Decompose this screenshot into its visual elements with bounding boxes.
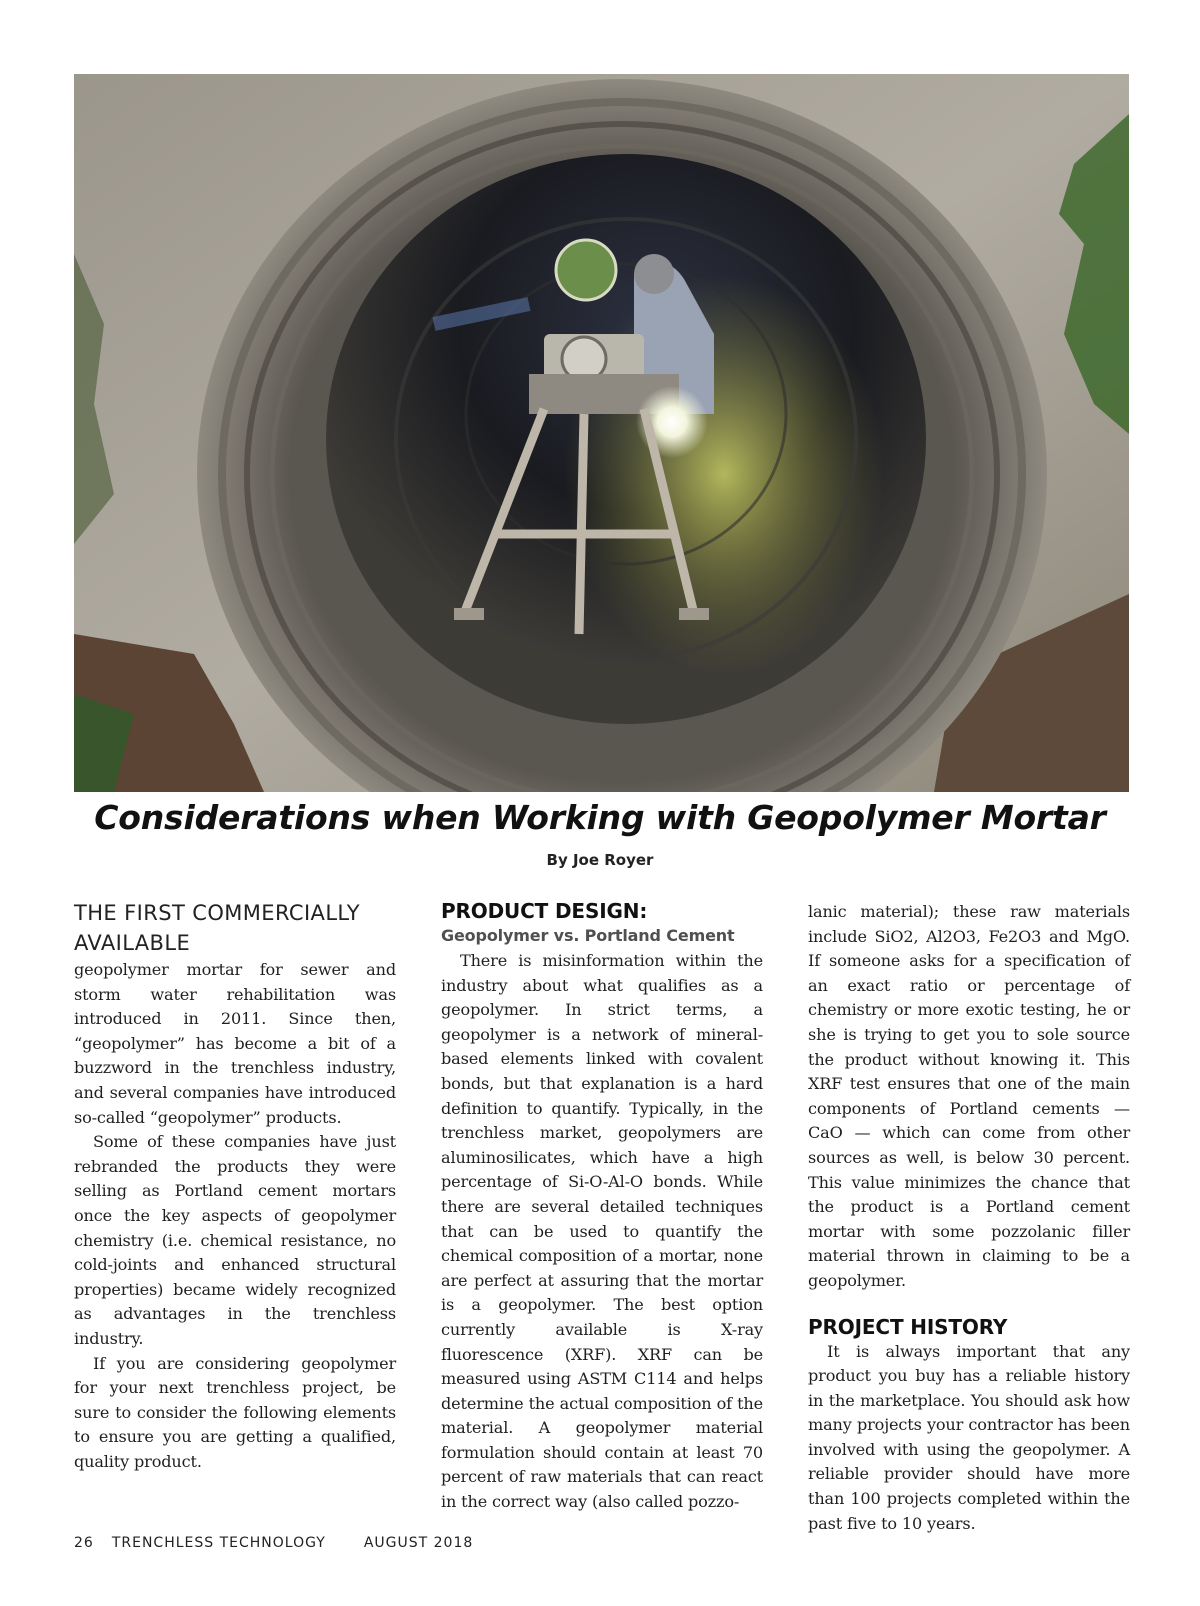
lead-in-text: THE FIRST COMMERCIALLY AVAILABLE (74, 901, 360, 955)
body-paragraph: Some of these companies have just rebranded the products they were selling as Portland cement mortars once the key aspects of geopolymer chemistry (i.e. chemical resistance, no cold-joints and enhanced structural properties) became widely recognized as advantages in the trenchless industry. (74, 1132, 396, 1348)
body-paragraph: It is always important that any product you buy has a reliable history in the marketplace. You should ask how many projects your contractor has been involved with using the geopolymer. A reliable provider should have more than 100 projects completed within the past five to 10 years. (808, 1341, 1130, 1533)
hero-photo-pipe-rehabilitation (74, 74, 1129, 792)
section-heading-product-design: PRODUCT DESIGN: (441, 899, 648, 923)
body-paragraph: There is misinformation within the industry about what qualifies as a geopolymer. In strict terms, a geopolymer is a network of mineral-based elements linked with covalent bonds, but that explanation is a hard definition to quantify. Typically, in the trenchless market, geopolymers are aluminosilicates, which have a high percentage of Si-O-Al-O bonds. While there are several detailed techniques that can be used to quantify the chemical composition of a mortar, none are perfect at assuring that the mortar is a geopolymer. The best option currently available is X-ray fluorescence (XRF). XRF can be measured using ASTM C114 and helps determine the actual composition of the material. A geopolymer material formulation should contain at least 70 percent of raw materials that can react in the correct way (also called pozzo- (441, 951, 763, 1512)
publication-name: TRENCHLESS TECHNOLOGY (111, 1535, 326, 1551)
article-byline: By Joe Royer (546, 851, 654, 869)
column-2 (441, 898, 763, 1515)
article-title: Considerations when Working with Geopolymer Mortar (94, 798, 1106, 837)
body-paragraph: lanic material); these raw materials include SiO2, Al2O3, Fe2O3 and MgO. If someone asks for a specification of an exact ratio or percentage of chemistry or more exotic testing, he or she is trying to get you to sole source the product without knowing it. This XRF test ensures that one of the main components of Portland cements — CaO — which can come from other sources as well, is below 30 percent. This value minimizes the chance that the product is a Portland cement mortar with some pozzolanic filler material thrown in claiming to be a geopolymer. (808, 902, 1130, 1290)
page-number: 26 (74, 1535, 94, 1551)
column-3 (808, 900, 1130, 1536)
page-footer (74, 1535, 491, 1551)
issue-date: AUGUST 2018 (363, 1535, 474, 1551)
section-heading-project-history: PROJECT HISTORY (808, 1314, 1008, 1339)
body-paragraph: geopolymer mortar for sewer and storm water rehabilitation was introduced in 2011. Since then, “geopolymer” has become a bit of a buzzword in the trenchless industry, and several companies have introduced so-called “geopolymer” products. (74, 960, 396, 1127)
section-subheading: Geopolymer vs. Portland Cement (441, 926, 735, 945)
body-paragraph: If you are considering geopolymer for your next trenchless project, be sure to consider the following elements to ensure you are getting a qualified, quality product. (74, 1353, 396, 1471)
column-1 (74, 898, 396, 1474)
